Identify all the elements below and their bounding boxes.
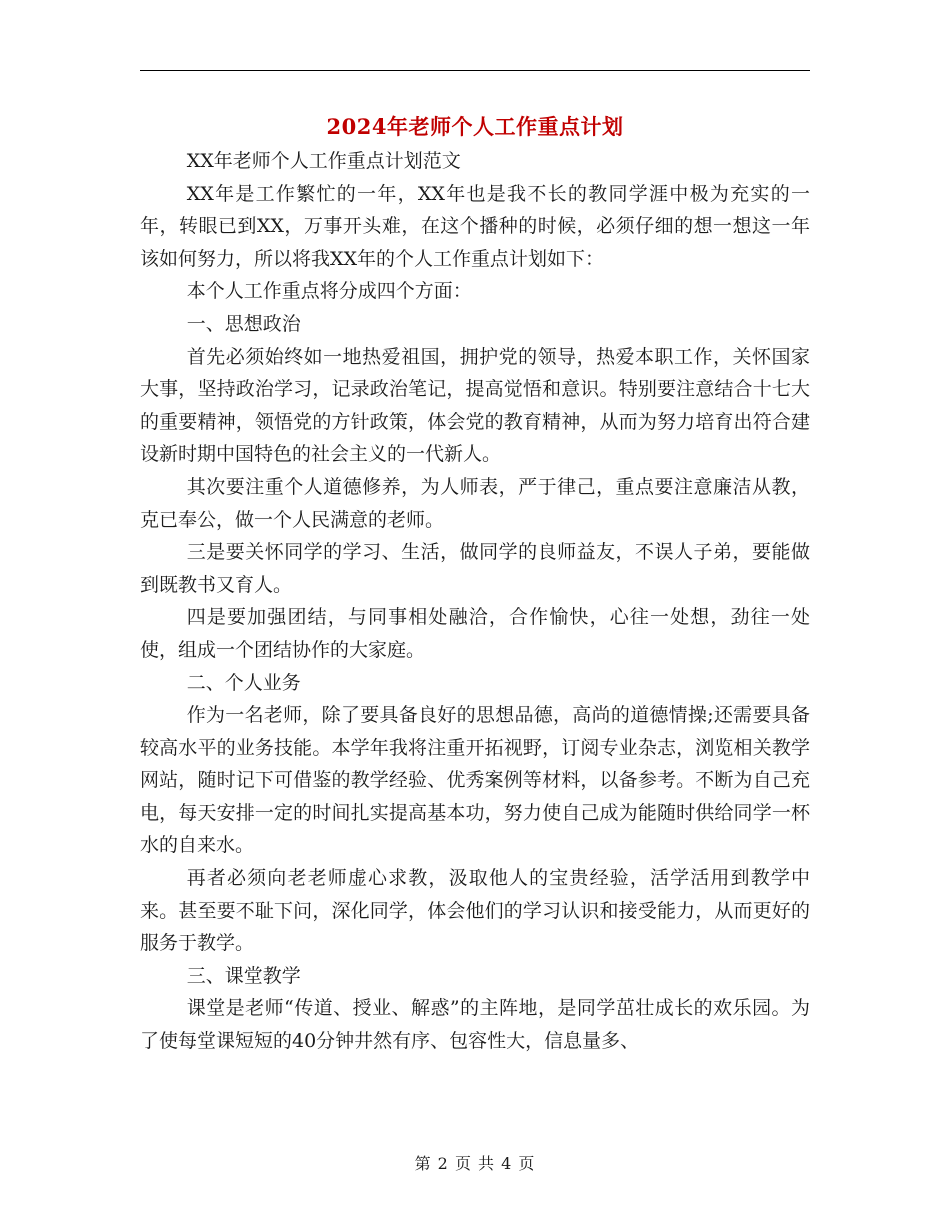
paragraph: 再者必须向老老师虚心求教，汲取他人的宝贵经验，活学活用到教学中来。甚至要不耻下问，深化同学，体会他们的学习认识和接受能力，从而更好的服务于教学。 xyxy=(140,867,810,955)
page-number-footer: 第 2 页 共 4 页 xyxy=(414,1154,536,1173)
document-body xyxy=(140,145,810,1058)
paragraph: 三是要关怀同学的学习、生活，做同学的良师益友，不误人子弟，要能做到既教书又育人。 xyxy=(140,541,810,596)
document-title: 2024年老师个人工作重点计划 xyxy=(326,114,624,139)
paragraph: 课堂是老师“传道、授业、解惑”的主阵地，是同学茁壮成长的欢乐园。为了使每堂课短短的40分钟井然有序、包容性大，信息量多、 xyxy=(140,997,810,1053)
paragraph-overview: 本个人工作重点将分成四个方面： xyxy=(186,280,472,303)
paragraph: 首先必须始终如一地热爱祖国，拥护党的领导，热爱本职工作，关怀国家大事，坚持政治学习，记录政治笔记，提高觉悟和意识。特别要注意结合十七大的重要精神，领悟党的方针政策，体会党的教育精神，从而为努力培育出符合建设新时期中国特色的社会主义的一代新人。 xyxy=(140,345,810,466)
paragraph-subtitle: XX年老师个人工作重点计划范文 xyxy=(186,150,461,172)
header-rule xyxy=(140,70,810,71)
paragraph-intro: XX年是工作繁忙的一年，XX年也是我不长的教同学涯中极为充实的一年，转眼已到XX，万事开头难，在这个播种的时候，必须仔细的想一想这一年该如何努力，所以将我XX年的个人工作重点计划如下： xyxy=(140,182,810,270)
paragraph: 作为一名老师，除了要具备良好的思想品德，高尚的道德情操;还需要具备较高水平的业务技能。本学年我将注重开拓视野，订阅专业杂志，浏览相关教学网站，随时记下可借鉴的教学经验、优秀案例等材料，以备参考。不断为自己充电，每天安排一定的时间扎实提高基本功，努力使自己成为能随时供给同学一杯水的自来水。 xyxy=(140,704,810,857)
paragraph: 四是要加强团结，与同事相处融洽，合作愉快，心往一处想，劲往一处使，组成一个团结协作的大家庭。 xyxy=(140,606,810,661)
paragraph: 其次要注重个人道德修养，为人师表，严于律己，重点要注意廉洁从教，克已奉公，做一个人民满意的老师。 xyxy=(140,475,810,531)
section-heading-teaching: 三、课堂教学 xyxy=(186,964,301,987)
section-heading-politics: 一、思想政治 xyxy=(186,312,301,335)
section-heading-professional: 二、个人业务 xyxy=(186,671,301,694)
